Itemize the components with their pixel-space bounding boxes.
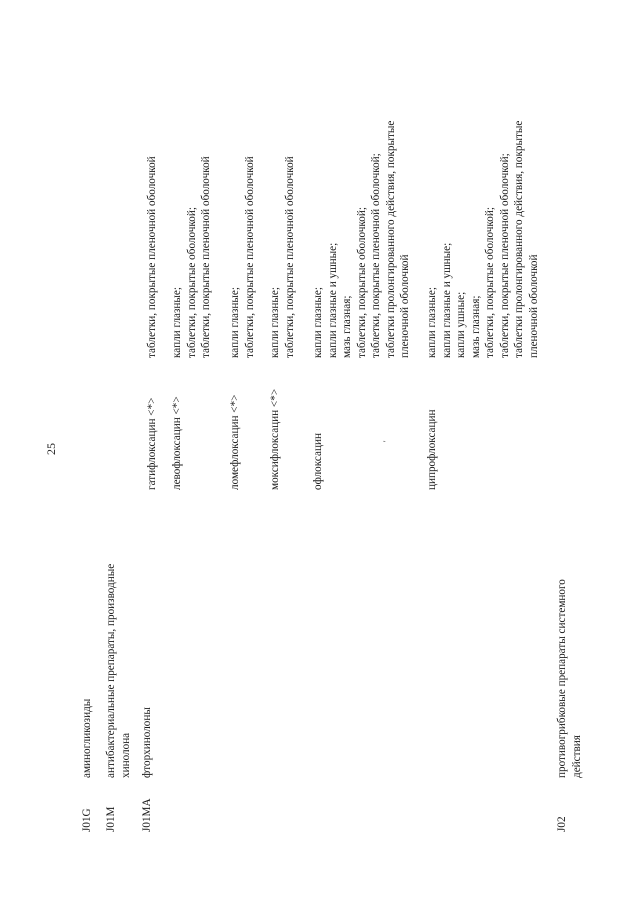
atc-code-j02: J02	[556, 816, 568, 832]
drug-name-levofloxacin: левофлоксацин <*>	[171, 396, 183, 490]
stray-mark: '	[382, 440, 391, 442]
group-fluoroquinolones: фторхинолоны	[141, 707, 153, 778]
group-line: противогрибковые препараты системного	[556, 579, 568, 778]
drug-name-moxifloxacin: моксифлоксацин <*>	[269, 388, 281, 490]
dosage-form: капли глазные и ушные;	[440, 242, 453, 358]
dosage-form: таблетки, покрытые пленочной оболочкой	[243, 156, 256, 358]
drug-name-ciprofloxacin: ципрофлоксацин	[426, 409, 438, 490]
dosage-form: капли глазные;	[312, 286, 324, 358]
dosage-form: капли глазные;	[269, 286, 281, 358]
dosage-form: таблетки, покрытые пленочной оболочкой	[146, 156, 158, 358]
forms-lomefloxacin	[228, 156, 257, 358]
dosage-form: таблетки, покрытые пленочной оболочкой;	[370, 153, 382, 358]
page-number: 25	[44, 443, 58, 455]
dosage-form: таблетки, покрытые пленочной оболочкой	[200, 156, 212, 358]
dosage-form: таблетки пролонгированного действия, покрытые	[384, 120, 397, 358]
atc-code-j01m: J01M	[105, 806, 117, 832]
drug-name-ofloxacin: офлоксацин	[312, 433, 324, 490]
dosage-form: пленочной оболочкой	[527, 254, 540, 358]
dosage-form: таблетки, покрытые оболочкой;	[355, 207, 368, 358]
group-line: хинолона	[119, 732, 132, 778]
dosage-form: капли глазные;	[426, 286, 438, 358]
dosage-form: таблетки, покрытые пленочной оболочкой	[283, 156, 296, 358]
dosage-form: мазь глазная;	[341, 295, 353, 358]
drug-name-lomefloxacin: ломефлоксацин <*>	[229, 394, 241, 490]
dosage-form: таблетки, покрытые оболочкой;	[185, 207, 198, 358]
group-line: антибактериальные препараты, производные	[105, 563, 117, 778]
forms-gatifloxacin	[145, 156, 160, 358]
dosage-form: таблетки пролонгированного действия, покрытые	[513, 120, 525, 358]
group-quinolone-antibacterials	[104, 564, 133, 778]
forms-ofloxacin	[311, 121, 413, 358]
dosage-form: мазь глазная;	[469, 295, 482, 358]
drug-name-gatifloxacin: гатифлоксацин <*>	[146, 397, 158, 490]
forms-levofloxacin	[170, 156, 214, 358]
group-aminoglycosides: аминогликозиды	[81, 698, 93, 778]
dosage-form: таблетки, покрытые оболочкой;	[484, 207, 496, 358]
forms-moxifloxacin	[268, 156, 297, 358]
atc-code-j01ma: J01MA	[141, 798, 153, 832]
group-systemic-antifungals	[555, 579, 584, 778]
atc-code-j01g: J01G	[81, 808, 93, 832]
dosage-form: капли глазные;	[171, 286, 183, 358]
dosage-form: пленочной оболочкой	[399, 254, 411, 358]
dosage-form: капли ушные;	[455, 291, 467, 358]
dosage-form: капли глазные;	[229, 286, 241, 358]
dosage-form: капли глазные и ушные;	[326, 242, 339, 358]
dosage-form: таблетки, покрытые пленочной оболочкой;	[498, 153, 511, 358]
forms-ciprofloxacin	[425, 121, 541, 358]
group-line: действия	[570, 735, 583, 778]
